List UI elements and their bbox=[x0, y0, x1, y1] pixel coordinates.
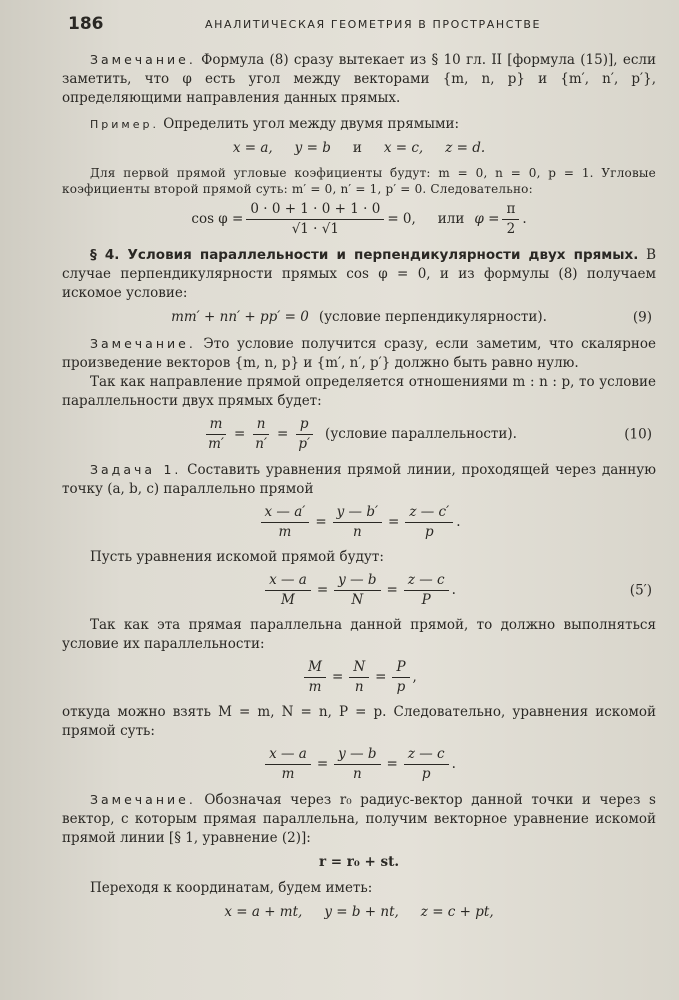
equation-10: $\frac{m}{m'}$ = $\frac{n}{n'}$ = $\frac{p}{p'}$ (условие параллельности). (10) bbox=[62, 416, 656, 453]
numerator: x — a′ bbox=[261, 504, 310, 523]
eq9-number: (9) bbox=[632, 309, 652, 325]
param-x: x = a + mt, bbox=[224, 904, 303, 920]
fraction bbox=[404, 746, 449, 783]
denominator: n bbox=[352, 766, 362, 782]
parallel-paragraph: Так как направление прямой определяется отношениями m : n : p, то условие параллельности двух прямых будет: bbox=[62, 374, 656, 409]
task-text: Составить уравнения прямой линии, проходящей через данную точку (a, b, c) параллельно прямой bbox=[62, 462, 656, 497]
denominator: m bbox=[308, 679, 322, 695]
numerator: n bbox=[253, 416, 270, 435]
numerator: P bbox=[392, 659, 409, 678]
equation-9 bbox=[62, 308, 656, 327]
let-paragraph: Пусть уравнения искомой прямой будут: bbox=[90, 549, 384, 565]
fraction bbox=[261, 504, 310, 541]
eq10-number: (10) bbox=[624, 426, 652, 442]
parametric-equations bbox=[62, 903, 656, 922]
numerator: y — b′ bbox=[333, 504, 382, 523]
page-header bbox=[68, 14, 639, 40]
remark-paragraph-1 bbox=[62, 50, 656, 108]
denominator: N bbox=[351, 592, 364, 608]
eq-and: и bbox=[352, 140, 362, 156]
eq-x-c: x = c, bbox=[383, 140, 424, 156]
fraction bbox=[404, 572, 449, 609]
fraction bbox=[334, 572, 380, 609]
cos-denominator: √1 · √1 bbox=[291, 221, 339, 237]
denominator: n bbox=[352, 524, 362, 540]
since-paragraph: Так как эта прямая параллельна данной прямой, то должно выполняться условие их параллельности: bbox=[62, 617, 656, 652]
denominator: n bbox=[354, 679, 364, 695]
example-label: Пример. bbox=[90, 118, 159, 131]
equation-5-prime: $\frac{x — a}{M}$ = $\frac{y — b}{N}$ = $\frac{z — c}{P}$ . (5′) bbox=[62, 572, 656, 609]
cos-numerator: 0 · 0 + 1 · 0 + 1 · 0 bbox=[246, 201, 384, 220]
eq9-expression: mm′ + nn′ + pp′ = 0 bbox=[171, 309, 309, 325]
remark-text: Формула (8) сразу вытекает из § 10 гл. II [формула (15)], если заметить, что φ есть угол между векторами {m, n, p} и {m′, n′, p′}, определяющими направления данных прямых. bbox=[62, 52, 656, 106]
example-lines-equation bbox=[62, 139, 656, 158]
example-text: Определить угол между двумя прямыми: bbox=[158, 116, 460, 132]
coords-paragraph: Переходя к координатам, будем иметь: bbox=[90, 880, 373, 896]
phi-lhs: φ = bbox=[474, 211, 500, 227]
denominator: p bbox=[424, 524, 434, 540]
phi-end: . bbox=[522, 211, 527, 227]
section-title: § 4. Условия параллельности и перпендикулярности двух прямых. bbox=[90, 247, 639, 263]
fraction bbox=[334, 746, 380, 783]
whence-paragraph: откуда можно взять M = m, N = n, P = p. Следовательно, уравнения искомой прямой суть: bbox=[62, 704, 656, 739]
param-y: y = b + nt, bbox=[324, 904, 399, 920]
eq-x-a: x = a, bbox=[232, 140, 273, 156]
numerator: z — c bbox=[404, 746, 449, 765]
remark-text: Это условие получится сразу, если заметим, что скалярное произведение векторов {m, n, p} и {m′, n′, p′} должно быть равно нулю. bbox=[62, 336, 656, 371]
cos-rhs: = 0, bbox=[387, 211, 416, 227]
task-1-paragraph bbox=[62, 460, 656, 499]
fraction bbox=[349, 659, 369, 696]
fraction bbox=[251, 416, 271, 453]
punctuation: . bbox=[451, 582, 456, 598]
vector-equation-text: r = r₀ + st. bbox=[318, 854, 400, 870]
page-number: 186 bbox=[68, 14, 104, 34]
numerator: y — b bbox=[334, 572, 380, 591]
denominator: p bbox=[421, 766, 431, 782]
fraction bbox=[294, 416, 314, 453]
punctuation: . bbox=[456, 514, 461, 530]
coefficients-paragraph: Для первой прямой угловые коэфициенты будут: m = 0, n = 0, p = 1. Угловые коэфициенты второй прямой суть: m′ = 0, n′ = 1, p′ = 0. Следовательно: bbox=[62, 166, 656, 196]
vector-equation bbox=[62, 853, 656, 872]
eq9-note: (условие перпендикулярности). bbox=[318, 309, 547, 325]
phi-denominator: 2 bbox=[506, 221, 516, 237]
remark-paragraph-2 bbox=[62, 334, 656, 373]
parallel-condition-equation: $\frac{M}{m}$ = $\frac{N}{n}$ = $\frac{P}{p}$ , bbox=[62, 659, 656, 696]
denominator: p′ bbox=[298, 436, 311, 452]
numerator: y — b bbox=[334, 746, 380, 765]
denominator: m′ bbox=[208, 436, 224, 452]
cos-phi-equation bbox=[62, 201, 656, 238]
fraction bbox=[265, 746, 311, 783]
cos-lhs: cos φ = bbox=[191, 211, 244, 227]
page-body bbox=[62, 50, 656, 929]
denominator: m bbox=[281, 766, 295, 782]
running-title: АНАЛИТИЧЕСКАЯ ГЕОМЕТРИЯ В ПРОСТРАНСТВЕ bbox=[205, 18, 542, 31]
cos-or: или bbox=[437, 211, 465, 227]
numerator: x — a bbox=[265, 746, 311, 765]
numerator: z — c′ bbox=[405, 504, 453, 523]
phi-fraction bbox=[502, 201, 519, 238]
eq10-note: (условие параллельности). bbox=[325, 426, 517, 442]
denominator: m bbox=[278, 524, 292, 540]
denominator: n′ bbox=[255, 436, 268, 452]
fraction bbox=[333, 504, 382, 541]
example-paragraph bbox=[62, 115, 656, 134]
task-label: Задача 1. bbox=[90, 462, 182, 477]
numerator: p bbox=[296, 416, 313, 435]
eq5p-number: (5′) bbox=[629, 582, 652, 598]
remark-paragraph-3 bbox=[62, 790, 656, 848]
remark-label: Замечание. bbox=[90, 792, 196, 807]
eq-y-b: y = b bbox=[294, 140, 331, 156]
fraction bbox=[392, 659, 409, 696]
denominator: p bbox=[396, 679, 406, 695]
final-line-equation: $\frac{x — a}{m}$ = $\frac{y — b}{n}$ = $\frac{z — c}{p}$ . bbox=[62, 746, 656, 783]
eq-z-d: z = d. bbox=[445, 140, 486, 156]
numerator: M bbox=[304, 659, 326, 678]
section-text: В случае перпендикулярности прямых cos φ = 0, и из формулы (8) получаем искомое условие: bbox=[62, 247, 656, 301]
cos-fraction bbox=[246, 201, 384, 238]
param-z: z = c + pt, bbox=[420, 904, 494, 920]
denominator: M bbox=[281, 592, 295, 608]
fraction bbox=[204, 416, 228, 453]
fraction bbox=[265, 572, 311, 609]
remark-text: Обозначая через r₀ радиус-вектор данной точки и через s вектор, с которым прямая параллельна, получим векторное уравнение искомой прямой линии [§ 1, уравнение (2)]: bbox=[62, 792, 656, 846]
fraction bbox=[405, 504, 453, 541]
numerator: N bbox=[349, 659, 369, 678]
numerator: z — c bbox=[404, 572, 449, 591]
phi-numerator: π bbox=[502, 201, 519, 220]
remark-label: Замечание. bbox=[90, 336, 196, 351]
given-line-equation: $\frac{x — a'}{m}$ = $\frac{y — b'}{n}$ = $\frac{z — c'}{p}$ . bbox=[62, 504, 656, 541]
fraction bbox=[304, 659, 326, 696]
numerator: m bbox=[206, 416, 227, 435]
numerator: x — a bbox=[265, 572, 311, 591]
remark-label: Замечание. bbox=[90, 52, 196, 67]
punctuation: . bbox=[451, 756, 456, 772]
denominator: P bbox=[421, 592, 431, 608]
punctuation: , bbox=[412, 669, 417, 685]
section-4-paragraph bbox=[62, 246, 656, 303]
